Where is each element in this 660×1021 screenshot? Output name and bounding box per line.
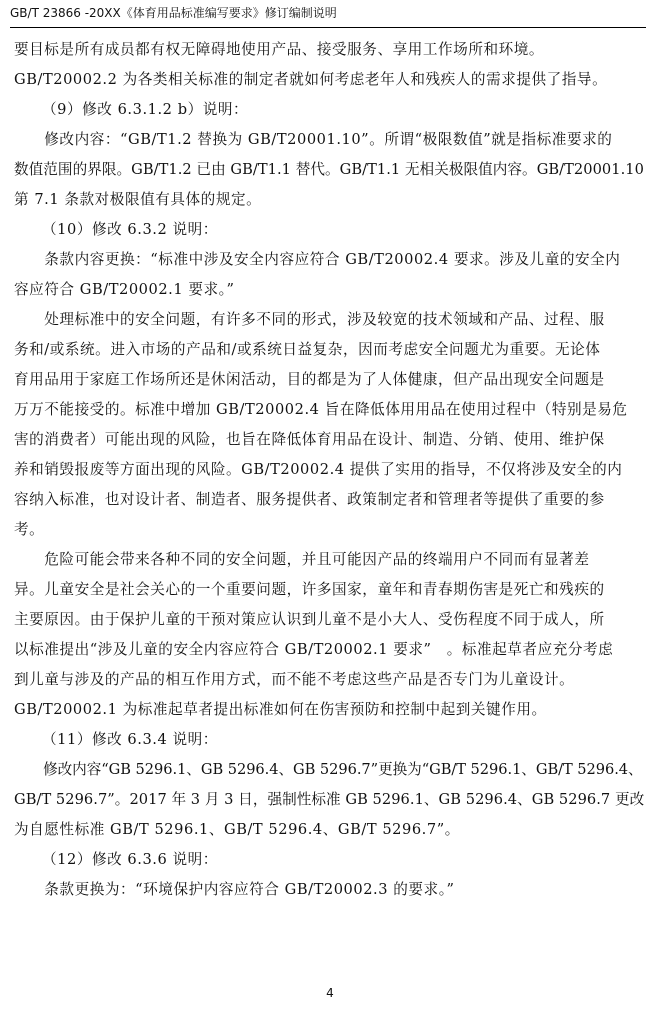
text-line: 害的消费者）可能出现的风险，也旨在降低体育用品在设计、制造、分销、使用、维护保 (14, 431, 605, 448)
text-line: 万万不能接受的。标准中增加 GB/T20002.4 旨在降低体用用品在使用过程中（特别是易危 (14, 401, 628, 418)
running-header (10, 1, 646, 28)
section-heading (14, 845, 646, 875)
text-line: 危险可能会带来各种不同的安全问题，并且可能因产品的终端用户不同而有显著差 (14, 551, 590, 568)
paragraph (14, 35, 646, 95)
text-line: 条款内容更换：“标准中涉及安全内容应符合 GB/T20002.4 要求。涉及儿童的安全内 (14, 251, 621, 268)
text-line: 考。 (14, 521, 45, 538)
text-line: 处理标准中的安全问题，有许多不同的形式，涉及较宽的技术领域和产品、过程、服 (14, 311, 605, 328)
text-line: 以标准提出“涉及儿童的安全内容应符合 GB/T20002.1 要求” 。标准起草者应充分考虑 (14, 641, 614, 658)
section-heading (14, 215, 646, 245)
paragraph (14, 305, 646, 545)
text-line: 数值范围的界限。GB/T1.2 已由 GB/T1.1 替代。GB/T1.1 无相关极限值内容。GB/T20001.10 (14, 161, 644, 178)
header-title: GB/T 23866 -20XX《体育用品标准编写要求》修订编制说明 (10, 6, 337, 20)
text-line: （12）修改 6.3.6 说明： (42, 851, 218, 868)
text-line: （9）修改 6.3.1.2 b）说明： (42, 101, 249, 118)
paragraph (14, 545, 646, 725)
section-heading (14, 725, 646, 755)
text-line: GB/T20002.1 为标准起草者提出标准如何在伤害预防和控制中起到关键作用。 (14, 701, 547, 718)
text-line: 异。儿童安全是社会关心的一个重要问题，许多国家，童年和青春期伤害是死亡和残疾的 (14, 581, 605, 598)
page-number: 4 (326, 986, 334, 1000)
text-line: 修改内容“GB 5296.1、GB 5296.4、GB 5296.7”更换为“GB/T 5296.1、GB/T 5296.4、 (14, 761, 643, 778)
text-line: 修改内容：“GB/T1.2 替换为 GB/T20001.10”。所谓“极限数值”就是指标准要求的 (14, 131, 613, 148)
text-line: 容应符合 GB/T20002.1 要求。” (14, 281, 235, 298)
paragraph (14, 245, 646, 305)
section-heading (14, 95, 646, 125)
text-line: 主要原因。由于保护儿童的干预对策应认识到儿童不是小大人、受伤程度不同于成人，所 (14, 611, 605, 628)
body-text (14, 35, 646, 905)
paragraph (14, 875, 646, 905)
text-line: 到儿童与涉及的产品的相互作用方式，而不能不考虑这些产品是否专门为儿童设计。 (14, 671, 575, 688)
page-footer (0, 986, 660, 1000)
text-line: 条款更换为：“环境保护内容应符合 GB/T20002.3 的要求。” (14, 881, 455, 898)
text-line: 务和/或系统。进入市场的产品和/或系统日益复杂，因而考虑安全问题尤为重要。无论体 (14, 341, 601, 358)
text-line: 要目标是所有成员都有权无障碍地使用产品、接受服务、享用工作场所和环境。 (14, 41, 545, 58)
text-line: 为自愿性标准 GB/T 5296.1、GB/T 5296.4、GB/T 5296.7”。 (14, 821, 460, 838)
text-line: GB/T20002.2 为各类相关标准的制定者就如何考虑老年人和残疾人的需求提供了指导。 (14, 71, 608, 88)
paragraph (14, 755, 646, 845)
text-line: 养和销毁报废等方面出现的风险。GB/T20002.4 提供了实用的指导，不仅将涉及安全的内 (14, 461, 623, 478)
text-line: GB/T 5296.7”。2017 年 3 月 3 日，强制性标准 GB 5296.1、GB 5296.4、GB 5296.7 更改 (14, 791, 645, 808)
text-line: （11）修改 6.3.4 说明： (42, 731, 218, 748)
text-line: 容纳入标准，也对设计者、制造者、服务提供者、政策制定者和管理者等提供了重要的参 (14, 491, 605, 508)
text-line: 第 7.1 条款对极限值有具体的规定。 (14, 191, 262, 208)
text-line: 育用品用于家庭工作场所还是休闲活动，目的都是为了人体健康，但产品出现安全问题是 (14, 371, 605, 388)
paragraph (14, 125, 646, 215)
text-line: （10）修改 6.3.2 说明： (42, 221, 218, 238)
